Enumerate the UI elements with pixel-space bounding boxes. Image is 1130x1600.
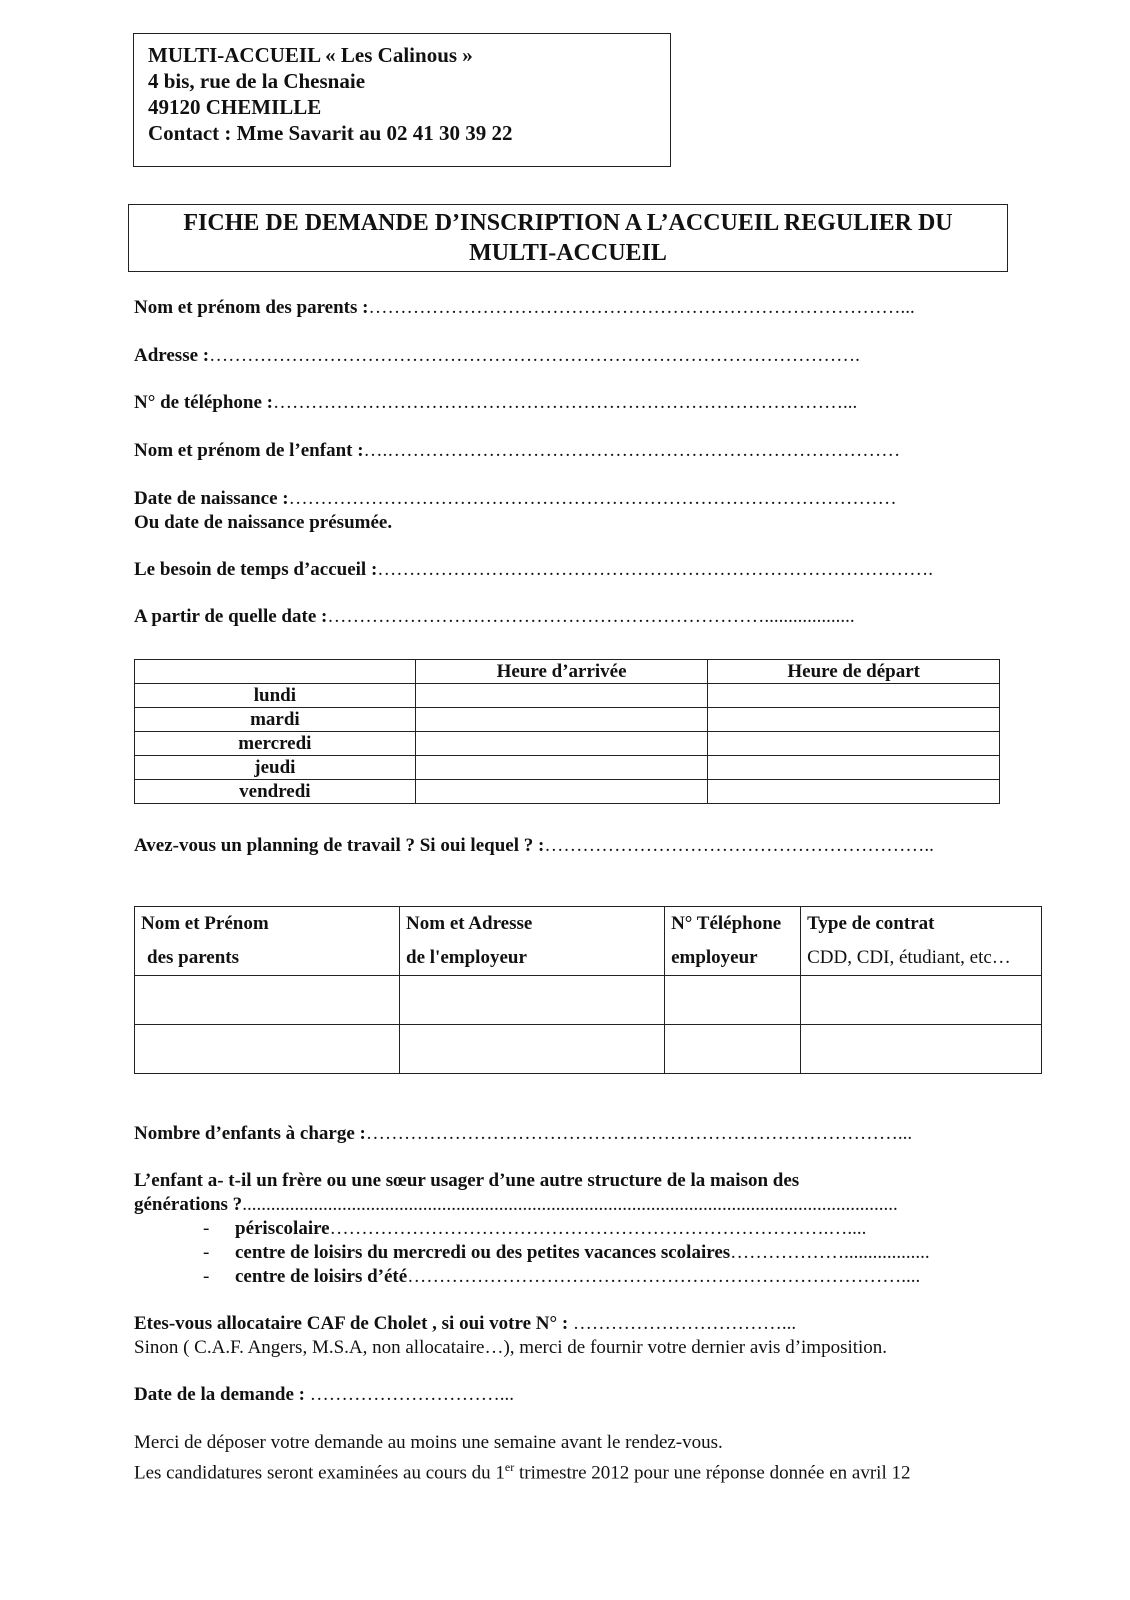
- field-parents-dots[interactable]: …………………………………………………………………………...: [368, 297, 915, 318]
- schedule-departure-cell[interactable]: [708, 684, 1000, 708]
- employer-header-parents-line2: des parents: [147, 947, 240, 968]
- field-parents[interactable]: [134, 296, 915, 320]
- field-phone-dots[interactable]: ………………………………………………………………………………...: [273, 392, 858, 413]
- form-title-line2: MULTI-ACCUEIL: [469, 240, 667, 266]
- schedule-day: lundi: [135, 684, 416, 708]
- schedule-day: mercredi: [135, 732, 416, 756]
- field-need-label: Le besoin de temps d’accueil :: [134, 559, 378, 580]
- field-birth-dots[interactable]: ……………………………………………………………………………………: [288, 488, 897, 509]
- field-caf-label: Etes-vous allocataire CAF de Cholet , si oui votre N° :: [134, 1313, 569, 1334]
- field-birth-label: Date de naissance :: [134, 488, 289, 509]
- employer-header-row: [135, 907, 1042, 976]
- employer-header-phone: [665, 907, 801, 976]
- employer-row: [135, 976, 1042, 1025]
- field-planning-dots[interactable]: ……………………………………………………..: [544, 835, 934, 856]
- employer-cell[interactable]: [665, 1025, 801, 1074]
- employer-header-contract-line1: Type de contrat: [807, 913, 935, 934]
- footer-line2-sup: er: [504, 1460, 515, 1474]
- sibling-question-line1: L’enfant a- t-il un frère ou une sœur usager d’une autre structure de la maison des: [134, 1170, 800, 1191]
- schedule-arrival-cell[interactable]: [415, 708, 708, 732]
- schedule-header-row: [135, 660, 1000, 684]
- field-request-date-label: Date de la demande :: [134, 1384, 305, 1405]
- employer-cell[interactable]: [801, 1025, 1042, 1074]
- org-street: 4 bis, rue de la Chesnaie: [148, 69, 366, 93]
- address-box: [133, 33, 671, 167]
- field-start-label: A partir de quelle date :: [134, 606, 328, 627]
- field-phone[interactable]: [134, 391, 857, 415]
- employer-header-employer: [400, 907, 665, 976]
- employer-header-employer-line1: Nom et Adresse: [406, 913, 533, 934]
- bullet-dash-icon: -: [203, 1218, 210, 1239]
- schedule-header-departure: Heure de départ: [708, 660, 1000, 684]
- schedule-departure-cell[interactable]: [708, 732, 1000, 756]
- field-children-count[interactable]: [134, 1122, 912, 1146]
- field-phone-label: N° de téléphone :: [134, 392, 274, 413]
- schedule-departure-cell[interactable]: [708, 708, 1000, 732]
- field-address-dots[interactable]: ………………………………………………………………………………………….: [209, 345, 860, 366]
- employer-cell[interactable]: [801, 976, 1042, 1025]
- field-birth[interactable]: [134, 487, 897, 511]
- field-children-count-dots[interactable]: …………………………………………………………………………...: [365, 1123, 913, 1144]
- schedule-departure-cell[interactable]: [708, 756, 1000, 780]
- field-child-dots[interactable]: ….………………………………………………………………………: [363, 440, 901, 461]
- sibling-question-label: générations ?: [134, 1194, 243, 1215]
- schedule-day: jeudi: [135, 756, 416, 780]
- field-planning-label: Avez-vous un planning de travail ? Si oui lequel ? :: [134, 835, 545, 856]
- sibling-item-label: centre de loisirs du mercredi ou des petites vacances scolaires: [235, 1242, 731, 1263]
- field-address[interactable]: [134, 344, 860, 368]
- employer-header-contract-line2: CDD, CDI, étudiant, etc…: [807, 947, 1011, 968]
- field-parents-label: Nom et prénom des parents :: [134, 297, 369, 318]
- schedule-arrival-cell[interactable]: [415, 684, 708, 708]
- schedule-row: [135, 732, 1000, 756]
- field-planning[interactable]: [134, 834, 934, 858]
- field-caf[interactable]: [134, 1312, 796, 1336]
- employer-header-parents: [135, 907, 400, 976]
- field-start-dots[interactable]: ……………………………………………………………...................: [327, 606, 855, 627]
- schedule-header-arrival: Heure d’arrivée: [415, 660, 708, 684]
- sibling-item[interactable]: [203, 1217, 866, 1241]
- employer-cell[interactable]: [400, 976, 665, 1025]
- footer-line2-end: trimestre 2012 pour une réponse donnée en avril 12: [514, 1462, 911, 1484]
- employer-row: [135, 1025, 1042, 1074]
- field-start[interactable]: [134, 605, 855, 629]
- schedule-row: [135, 708, 1000, 732]
- schedule-table: [134, 659, 1000, 804]
- org-name: MULTI-ACCUEIL « Les Calinous »: [148, 43, 473, 67]
- employer-table: [134, 906, 1042, 1074]
- org-city: 49120 CHEMILLE: [148, 95, 322, 119]
- employer-header-phone-line1: N° Téléphone: [671, 913, 782, 934]
- field-birth-presumed: Ou date de naissance présumée.: [134, 512, 393, 533]
- schedule-row: [135, 756, 1000, 780]
- field-need[interactable]: [134, 558, 933, 582]
- field-caf-dots[interactable]: ……………………………...: [568, 1313, 797, 1334]
- schedule-departure-cell[interactable]: [708, 780, 1000, 804]
- footer-line2-start: Les candidatures seront examinées au cours du 1: [134, 1462, 505, 1484]
- employer-header-phone-line2: employeur: [671, 947, 758, 968]
- field-request-date-dots[interactable]: …………………………...: [304, 1384, 514, 1405]
- sibling-item-dots[interactable]: ……………………………………………………………………....: [407, 1266, 921, 1287]
- schedule-row: [135, 780, 1000, 804]
- employer-cell[interactable]: [400, 1025, 665, 1074]
- field-address-label: Adresse :: [134, 345, 210, 366]
- form-title-line1: FICHE DE DEMANDE D’INSCRIPTION A L’ACCUEIL REGULIER DU: [183, 210, 953, 236]
- sibling-item-label: périscolaire: [235, 1218, 330, 1239]
- field-children-count-label: Nombre d’enfants à charge :: [134, 1123, 366, 1144]
- form-title-box: [128, 204, 1008, 272]
- employer-header-contract: [801, 907, 1042, 976]
- footer-line2: [134, 1455, 910, 1485]
- schedule-day: vendredi: [135, 780, 416, 804]
- schedule-row: [135, 684, 1000, 708]
- field-request-date[interactable]: [134, 1383, 514, 1407]
- sibling-item-label: centre de loisirs d’été: [235, 1266, 408, 1287]
- caf-note: Sinon ( C.A.F. Angers, M.S.A, non allocataire…), merci de fournir votre dernier avis d’imposition.: [134, 1337, 888, 1358]
- employer-header-parents-line1: Nom et Prénom: [141, 913, 269, 934]
- org-contact: Contact : Mme Savarit au 02 41 30 39 22: [148, 121, 513, 145]
- employer-cell[interactable]: [135, 976, 400, 1025]
- schedule-header-empty: [135, 660, 416, 684]
- sibling-question-dots[interactable]: ..........................................................................................................................................: [242, 1194, 898, 1215]
- schedule-arrival-cell[interactable]: [415, 756, 708, 780]
- schedule-arrival-cell[interactable]: [415, 732, 708, 756]
- field-child[interactable]: [134, 439, 900, 463]
- employer-cell[interactable]: [665, 976, 801, 1025]
- sibling-question-line2[interactable]: [134, 1193, 898, 1217]
- sibling-item-dots[interactable]: ………………..................: [730, 1242, 930, 1263]
- field-child-label: Nom et prénom de l’enfant :: [134, 440, 364, 461]
- field-need-dots[interactable]: …………………………………………………………………………….: [377, 559, 934, 580]
- employer-cell[interactable]: [135, 1025, 400, 1074]
- employer-header-employer-line2: de l'employeur: [406, 947, 527, 968]
- schedule-day: mardi: [135, 708, 416, 732]
- bullet-dash-icon: -: [203, 1242, 210, 1263]
- bullet-dash-icon: -: [203, 1266, 210, 1287]
- sibling-item[interactable]: [203, 1241, 930, 1265]
- schedule-arrival-cell[interactable]: [415, 780, 708, 804]
- footer-line1: Merci de déposer votre demande au moins une semaine avant le rendez-vous.: [134, 1432, 723, 1453]
- sibling-item[interactable]: [203, 1265, 920, 1289]
- sibling-item-dots[interactable]: …………………………………………………………………….…....: [329, 1218, 867, 1239]
